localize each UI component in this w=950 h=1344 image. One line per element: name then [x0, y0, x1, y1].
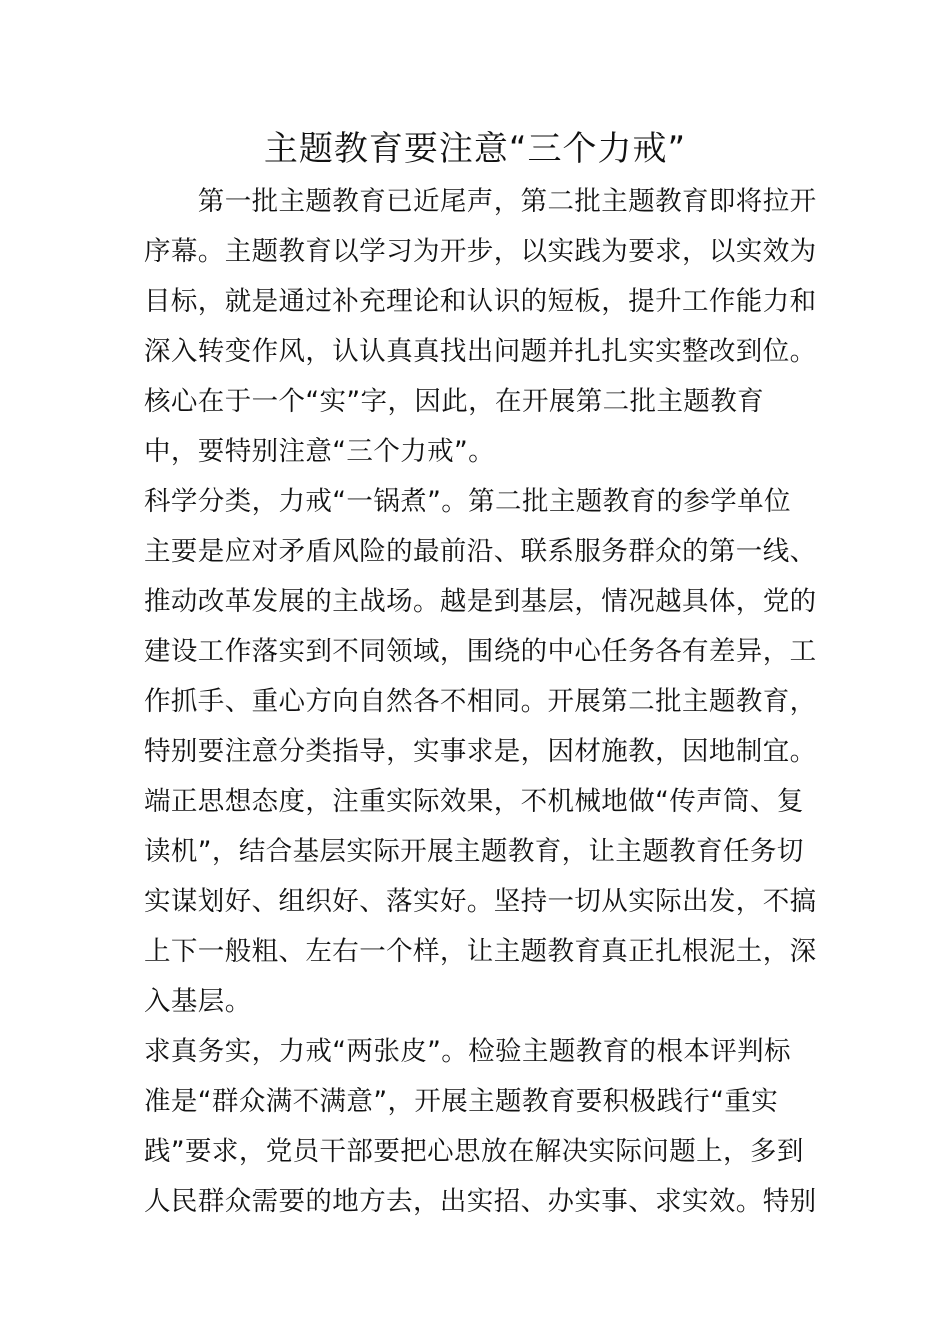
text-line: 作抓手、重心方向自然各不相同。开展第二批主题教育， — [144, 686, 817, 717]
text-line: 推动改革发展的主战场。越是到基层，情况越具体，党的 — [144, 586, 817, 617]
document-title: 主题教育要注意“三个力戒” — [263, 129, 687, 169]
text-line: 第一批主题教育已近尾声，第二批主题教育即将拉开 — [144, 186, 817, 217]
text-line: 深入转变作风，认认真真找出问题并扎扎实实整改到位。 — [144, 336, 817, 367]
text-line: 特别要注意分类指导，实事求是，因材施教，因地制宜。 — [144, 736, 817, 767]
text-line: 实谋划好、组织好、落实好。坚持一切从实际出发，不搞 — [144, 886, 817, 917]
text-line: 中，要特别注意“三个力戒”。 — [144, 436, 496, 467]
text-line: 建设工作落实到不同领域，围绕的中心任务各有差异，工 — [144, 636, 817, 667]
text-line: 入基层。 — [144, 986, 252, 1017]
text-line: 科学分类，力戒“一锅煮”。第二批主题教育的参学单位 — [144, 486, 791, 517]
text-line: 求真务实，力戒“两张皮”。检验主题教育的根本评判标 — [144, 1036, 791, 1067]
text-line: 目标，就是通过补充理论和认识的短板，提升工作能力和 — [144, 286, 817, 317]
text-line: 准是“群众满不满意”，开展主题教育要积极践行“重实 — [144, 1086, 779, 1117]
text-line: 上下一般粗、左右一个样，让主题教育真正扎根泥土，深 — [144, 936, 817, 967]
text-line: 端正思想态度，注重实际效果，不机械地做“传声筒、复 — [144, 786, 804, 817]
text-line: 序幕。主题教育以学习为开步，以实践为要求，以实效为 — [144, 236, 817, 267]
text-line: 读机”，结合基层实际开展主题教育，让主题教育任务切 — [144, 836, 804, 867]
text-line: 人民群众需要的地方去，出实招、办实事、求实效。特别 — [144, 1186, 817, 1217]
text-line: 主要是应对矛盾风险的最前沿、联系服务群众的第一线、 — [144, 536, 817, 567]
text-line: 践”要求，党员干部要把心思放在解决实际问题上，多到 — [144, 1136, 804, 1167]
text-line: 核心在于一个“实”字，因此，在开展第二批主题教育 — [144, 386, 765, 417]
